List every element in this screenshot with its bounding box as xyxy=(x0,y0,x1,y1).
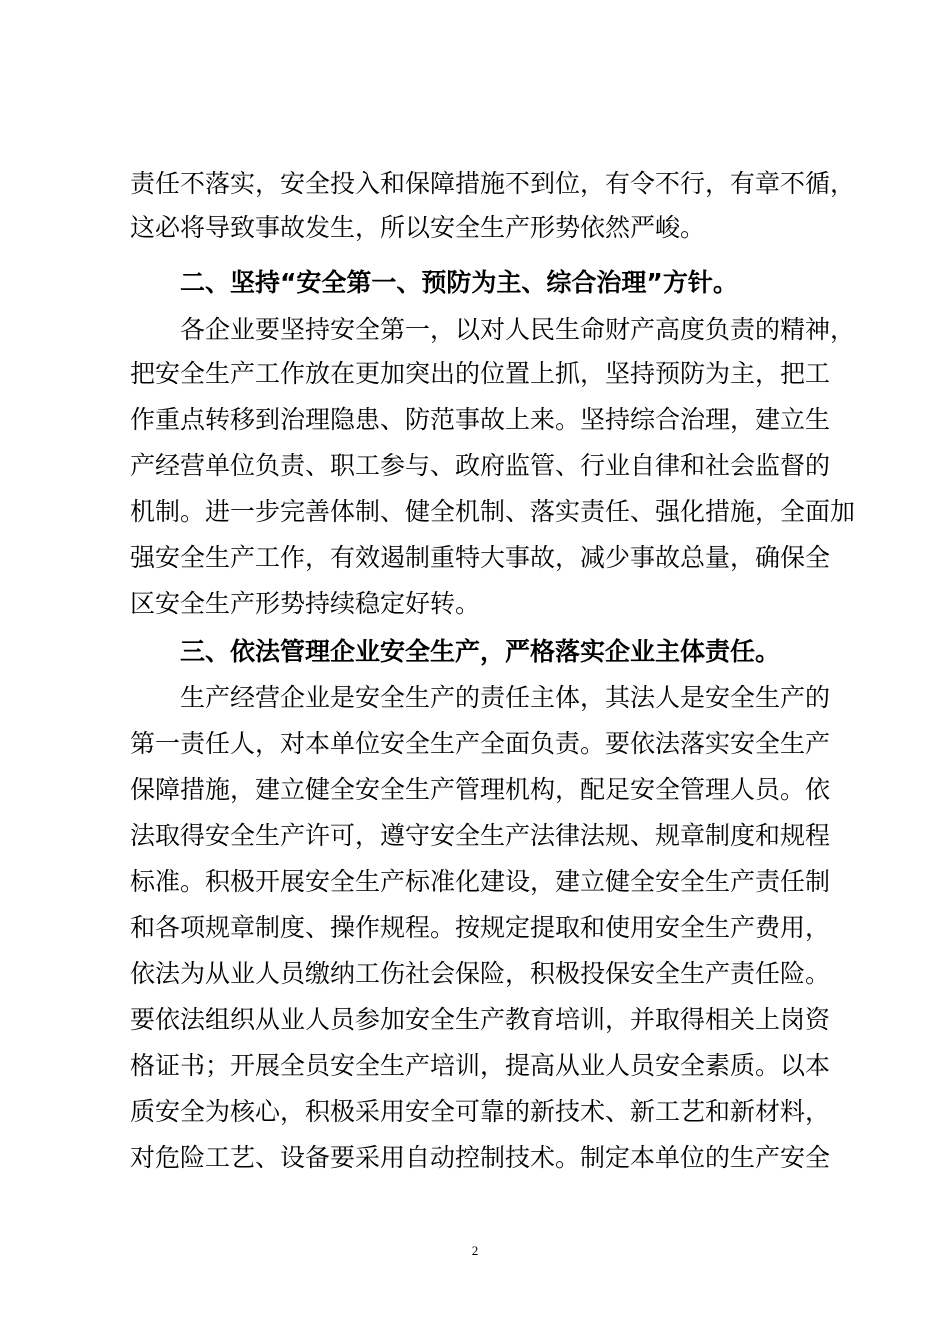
paragraph-line: 责任不落实，安全投入和保障措施不到位，有令不行，有章不循， xyxy=(130,169,856,198)
paragraph-line: 生产经营企业是安全生产的责任主体，其法人是安全生产的 xyxy=(180,683,831,712)
paragraph-line: 把安全生产工作放在更加突出的位置上抓，坚持预防为主，把工 xyxy=(130,359,831,388)
paragraph-line: 格证书；开展全员安全生产培训，提高从业人员安全素质。以本 xyxy=(130,1051,831,1080)
paragraph-line: 法取得安全生产许可，遵守安全生产法律法规、规章制度和规程 xyxy=(130,821,831,850)
paragraph-line: 强安全生产工作，有效遏制重特大事故，减少事故总量，确保全 xyxy=(130,543,831,572)
paragraph-line: 区安全生产形势持续稳定好转。 xyxy=(130,589,481,618)
paragraph-line: 保障措施，建立健全安全生产管理机构，配足安全管理人员。依 xyxy=(130,775,831,804)
paragraph-line: 标准。积极开展安全生产标准化建设，建立健全安全生产责任制 xyxy=(130,867,831,896)
paragraph-line: 和各项规章制度、操作规程。按规定提取和使用安全生产费用， xyxy=(130,913,831,942)
paragraph-line: 依法为从业人员缴纳工伤社会保险，积极投保安全生产责任险。 xyxy=(130,959,831,988)
section-heading: 三、依法管理企业安全生产，严格落实企业主体责任。 xyxy=(180,637,781,666)
paragraph-line: 这必将导致事故发生，所以安全生产形势依然严峻。 xyxy=(130,213,706,242)
section-heading: 二、坚持“安全第一、预防为主、综合治理”方针。 xyxy=(180,268,738,297)
paragraph-line: 第一责任人，对本单位安全生产全面负责。要依法落实安全生产 xyxy=(130,729,831,758)
paragraph-line: 对危险工艺、设备要采用自动控制技术。制定本单位的生产安全 xyxy=(130,1143,831,1172)
paragraph-line: 质安全为核心，积极采用安全可靠的新技术、新工艺和新材料， xyxy=(130,1097,831,1126)
paragraph-line: 产经营单位负责、职工参与、政府监管、行业自律和社会监督的 xyxy=(130,451,831,480)
paragraph-line: 机制。进一步完善体制、健全机制、落实责任、强化措施，全面加 xyxy=(130,497,856,526)
paragraph-line: 作重点转移到治理隐患、防范事故上来。坚持综合治理，建立生 xyxy=(130,405,831,434)
paragraph-line: 各企业要坚持安全第一，以对人民生命财产高度负责的精神， xyxy=(180,315,856,344)
page-number: 2 xyxy=(471,1243,479,1258)
paragraph-line: 要依法组织从业人员参加安全生产教育培训，并取得相关上岗资 xyxy=(130,1005,831,1034)
